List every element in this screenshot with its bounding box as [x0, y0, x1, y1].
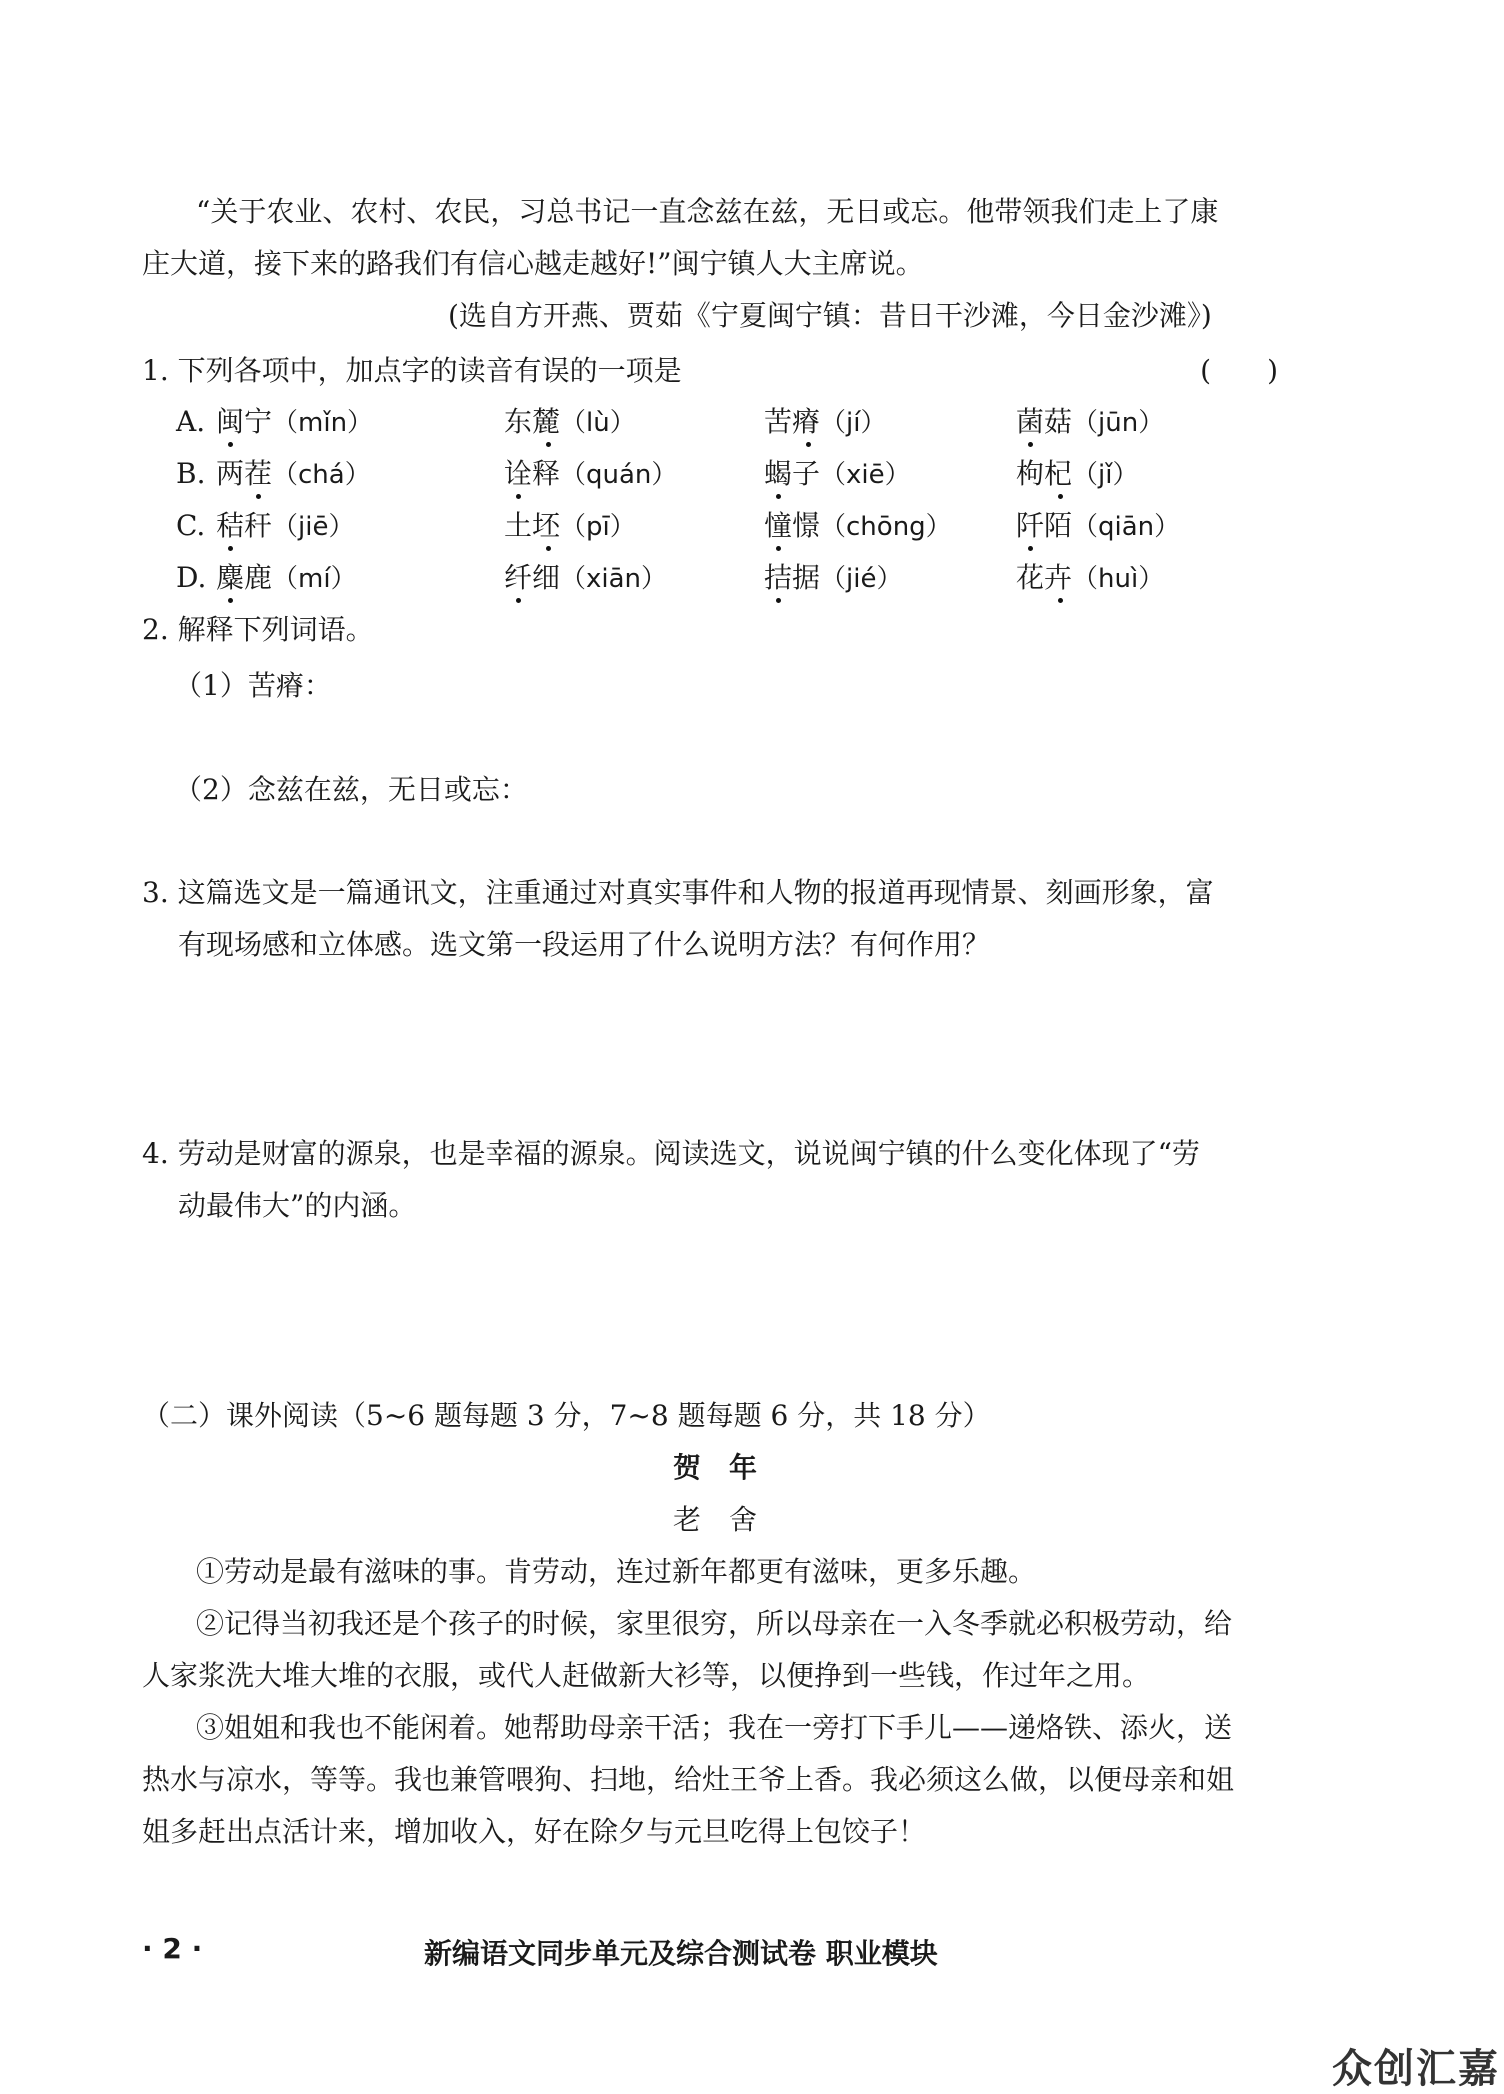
intro-line-1: “关于农业、农村、农民，习总书记一直念兹在兹，无日或忘。他带领我们走上了康 — [196, 195, 1219, 228]
option-pinyin: （huì） — [1072, 564, 1165, 594]
option-word: 秸秆 — [216, 509, 273, 542]
q3-line-2: 有现场感和立体感。选文第一段运用了什么说明方法？有何作用？ — [178, 928, 991, 961]
option-word: 菌菇 — [1016, 405, 1073, 438]
article-p2-line-2: 人家浆洗大堆大堆的衣服，或代人赶做新大衫等，以便挣到一些钱，作过年之用。 — [142, 1659, 1151, 1692]
option-pinyin: （jí） — [820, 408, 887, 438]
article-p3-line-1: ③姐姐和我也不能闲着。她帮助母亲干活；我在一旁打下手儿——递烙铁、添火，送 — [196, 1711, 1233, 1744]
emphasis-dot — [776, 546, 781, 551]
option-pinyin: （quán） — [560, 460, 678, 490]
q2-stem: 2. 解释下列词语。 — [142, 613, 374, 646]
q2-sub-2: （2）念兹在兹，无日或忘： — [174, 773, 528, 806]
emphasis-dot — [516, 494, 521, 499]
article-author: 老 舍 — [672, 1503, 757, 1536]
option-word: 蝎子 — [764, 457, 821, 490]
q1-stem: 1. 下列各项中，加点字的读音有误的一项是 — [142, 354, 682, 387]
option-label: C. — [176, 509, 206, 542]
option-word: 拮据 — [764, 561, 821, 594]
option-word: 阡陌 — [1016, 509, 1073, 542]
article-p2-line-1: ②记得当初我还是个孩子的时候，家里很穷，所以母亲在一入冬季就必积极劳动，给 — [196, 1607, 1233, 1640]
emphasis-dot — [1028, 546, 1033, 551]
option-pinyin: （xiān） — [560, 564, 668, 594]
emphasis-dot — [516, 598, 521, 603]
option-label: A. — [176, 405, 206, 438]
emphasis-dot — [1058, 598, 1063, 603]
option-pinyin: （jūn） — [1072, 408, 1165, 438]
option-pinyin: （jiē） — [272, 512, 355, 542]
watermark: 众创汇嘉 — [1332, 2046, 1500, 2092]
option-pinyin: （qiān） — [1072, 512, 1181, 542]
option-pinyin: （jié） — [820, 564, 903, 594]
option-word: 枸杞 — [1016, 457, 1073, 490]
option-word: 东麓 — [504, 405, 561, 438]
option-pinyin: （chōng） — [820, 512, 952, 542]
emphasis-dot — [1028, 442, 1033, 447]
emphasis-dot — [546, 546, 551, 551]
option-word: 土坯 — [504, 509, 561, 542]
q2-sub-1: （1）苦瘠： — [174, 669, 332, 702]
book-title: 新编语文同步单元及综合测试卷 职业模块 — [424, 1937, 938, 1970]
option-word: 两茬 — [216, 457, 273, 490]
q4-line-2: 动最伟大”的内涵。 — [178, 1189, 417, 1222]
article-p3-line-3: 姐多赶出点活计来，增加收入，好在除夕与元旦吃得上包饺子！ — [142, 1815, 927, 1848]
option-word: 花卉 — [1016, 561, 1073, 594]
section-heading: （二）课外阅读（5~6 题每题 3 分，7~8 题每题 6 分，共 18 分） — [142, 1399, 991, 1432]
option-pinyin: （mǐn） — [272, 408, 374, 438]
emphasis-dot — [806, 442, 811, 447]
option-pinyin: （chá） — [272, 460, 371, 490]
option-pinyin: （lù） — [560, 408, 636, 438]
option-word: 憧憬 — [764, 509, 821, 542]
option-word: 闽宁 — [216, 405, 273, 438]
answer-paren: ( ) — [1200, 354, 1278, 387]
emphasis-dot — [228, 598, 233, 603]
article-p1: ①劳动是最有滋味的事。肯劳动，连过新年都更有滋味，更多乐趣。 — [196, 1555, 1037, 1588]
option-label: B. — [176, 457, 206, 490]
emphasis-dot — [228, 546, 233, 551]
emphasis-dot — [546, 442, 551, 447]
option-pinyin: （jǐ） — [1072, 460, 1139, 490]
emphasis-dot — [228, 442, 233, 447]
article-p3-line-2: 热水与凉水，等等。我也兼管喂狗、扫地，给灶王爷上香。我必须这么做，以便母亲和姐 — [142, 1763, 1235, 1796]
emphasis-dot — [776, 598, 781, 603]
option-label: D. — [176, 561, 207, 594]
option-word: 诠释 — [504, 457, 561, 490]
source-citation: (选自方开燕、贾茹《宁夏闽宁镇：昔日干沙滩，今日金沙滩》) — [448, 299, 1212, 332]
option-pinyin: （pī） — [560, 512, 636, 542]
emphasis-dot — [256, 494, 261, 499]
option-pinyin: （mí） — [272, 564, 357, 594]
option-pinyin: （xiē） — [820, 460, 911, 490]
option-word: 麋鹿 — [216, 561, 273, 594]
article-title: 贺 年 — [672, 1451, 757, 1484]
q3-line-1: 3. 这篇选文是一篇通讯文，注重通过对真实事件和人物的报道再现情景、刻画形象，富 — [142, 876, 1214, 909]
emphasis-dot — [1058, 494, 1063, 499]
intro-line-2: 庄大道，接下来的路我们有信心越走越好!”闽宁镇人大主席说。 — [142, 247, 924, 280]
page-number: · 2 · — [142, 1932, 203, 1965]
option-word: 苦瘠 — [764, 405, 821, 438]
emphasis-dot — [776, 494, 781, 499]
q4-line-1: 4. 劳动是财富的源泉，也是幸福的源泉。阅读选文，说说闽宁镇的什么变化体现了“劳 — [142, 1137, 1200, 1170]
option-word: 纤细 — [504, 561, 561, 594]
